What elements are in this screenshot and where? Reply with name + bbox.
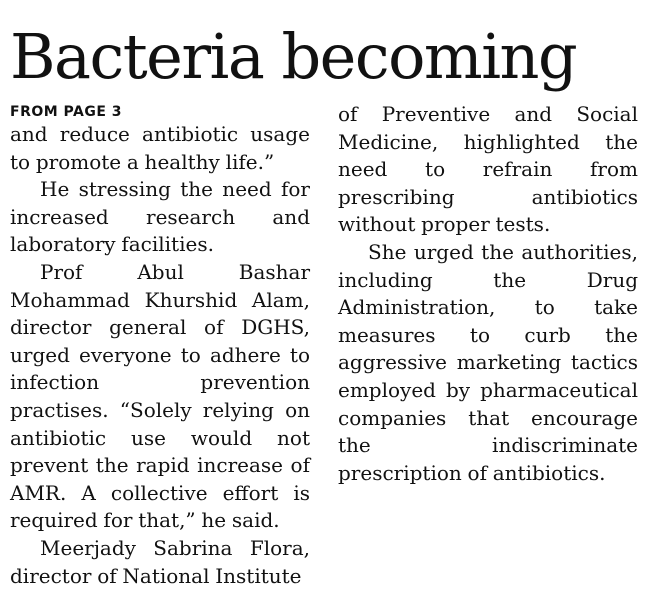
- headline: Bacteria becoming: [10, 20, 577, 93]
- continued-from-label: FROM PAGE 3: [10, 104, 123, 120]
- paragraph: and reduce antibiotic usage to promote a healthy life.”: [10, 122, 310, 174]
- paragraph: He stressing the need for increased research and laboratory facilities.: [10, 177, 310, 257]
- left-column: [10, 101, 310, 590]
- right-column: [338, 101, 638, 487]
- paragraph: Prof Abul Bashar Mohammad Khurshid Alam, director general of DGHS, urged everyone to adhere to infection prevention practises. “Solely relying on antibiotic use would not prevent the rapid increase of AMR. A collective effort is required for that,” he said.: [10, 259, 310, 533]
- paragraph: of Preventive and Social Medicine, highlighted the need to refrain from prescribing antibiotics without proper tests.: [338, 102, 638, 237]
- paragraph: Meerjady Sabrina Flora, director of National Institute: [10, 535, 310, 588]
- paragraph: She urged the authorities, including the Drug Administration, to take measures to curb the aggressive marketing tactics employed by pharmaceutical companies that encourage the indiscriminate prescription of antibiotics.: [338, 239, 638, 485]
